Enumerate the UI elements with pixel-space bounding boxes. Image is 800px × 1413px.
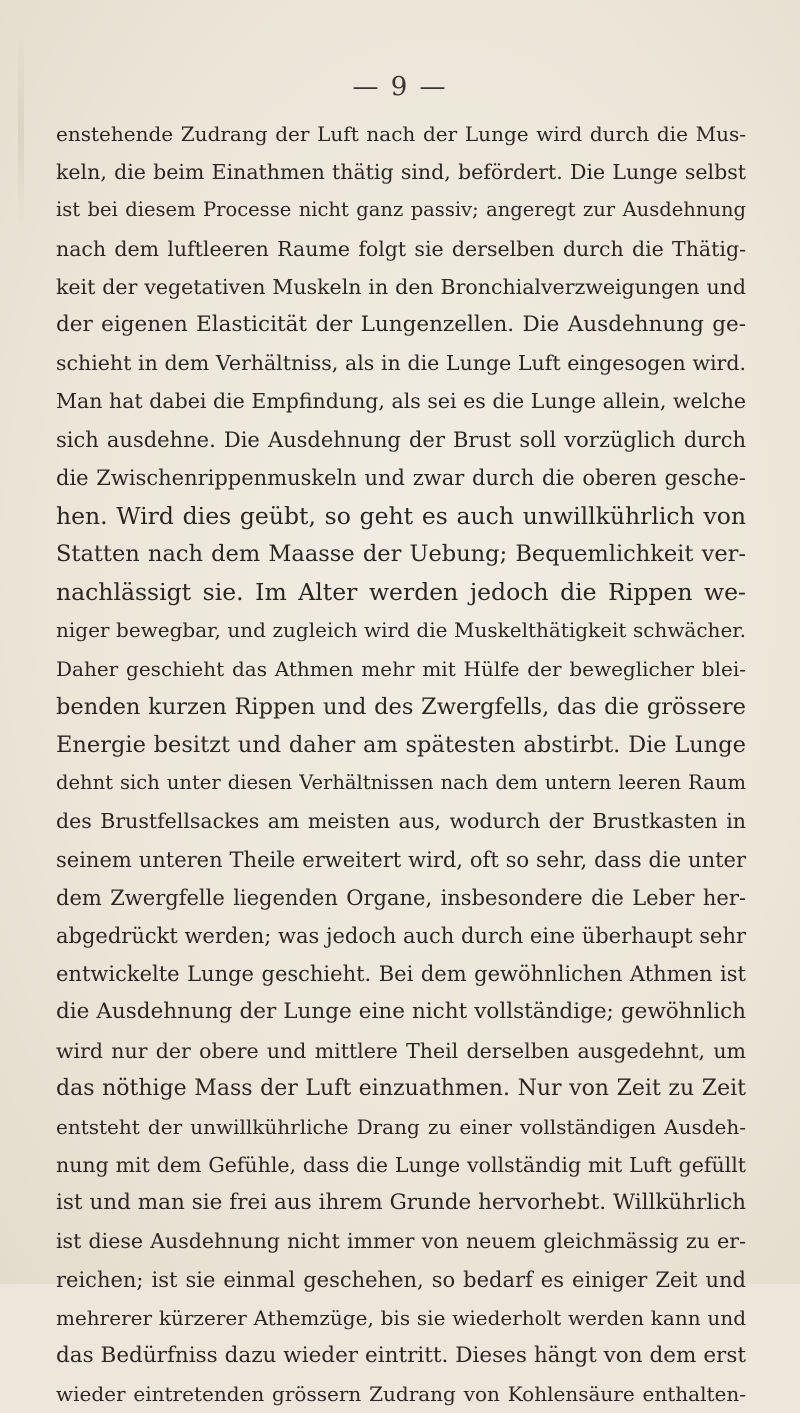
- text-line: Man hat dabei die Empfindung, als sei es die Lunge allein, welche: [56, 389, 746, 414]
- text-line: ist und man sie frei aus ihrem Grunde hervorhebt. Willkührlich: [56, 1190, 746, 1216]
- text-line: nung mit dem Gefühle, dass die Lunge vollständig mit Luft gefüllt: [56, 1153, 746, 1178]
- text-line: nach dem luftleeren Raume folgt sie derselben durch die Thätig-: [56, 236, 746, 261]
- text-line: wieder eintretenden grössern Zudrang von Kohlensäure enthalten-: [56, 1382, 746, 1407]
- body-text: [56, 115, 746, 1413]
- text-line: hen. Wird dies geübt, so geht es auch unwillkührlich von: [56, 501, 746, 530]
- text-line: mehrerer kürzerer Athemzüge, bis sie wiederholt werden kann und: [56, 1305, 746, 1330]
- text-line: wird nur der obere und mittlere Theil derselben ausgedehnt, um: [56, 1038, 746, 1063]
- text-line: die Ausdehnung der Lunge eine nicht vollständige; gewöhnlich: [56, 999, 746, 1025]
- text-line: das Bedürfniss dazu wieder eintritt. Dieses hängt von dem erst: [56, 1343, 746, 1368]
- text-line: Statten nach dem Maasse der Uebung; Bequemlichkeit ver-: [56, 541, 746, 568]
- text-line: ist diese Ausdehnung nicht immer von neuem gleichmässig zu er-: [56, 1229, 746, 1254]
- text-line: Energie besitzt und daher am spätesten abstirbt. Die Lunge: [56, 732, 746, 758]
- text-line: sich ausdehne. Die Ausdehnung der Brust soll vorzüglich durch: [56, 427, 746, 452]
- text-line: keln, die beim Einathmen thätig sind, befördert. Die Lunge selbst: [56, 160, 746, 185]
- text-line: der eigenen Elasticität der Lungenzellen. Die Ausdehnung ge-: [56, 311, 746, 337]
- text-line: Daher geschieht das Athmen mehr mit Hülfe der beweglicher blei-: [56, 656, 746, 681]
- text-line: abgedrückt werden; was jedoch auch durch eine überhaupt sehr: [56, 923, 747, 948]
- text-line: niger bewegbar, und zugleich wird die Muskelthätigkeit schwächer.: [56, 618, 746, 643]
- text-line: benden kurzen Rippen und des Zwergfells, das die grössere: [56, 693, 746, 720]
- text-line: schieht in dem Verhältniss, als in die Lunge Luft eingesogen wird.: [56, 351, 746, 376]
- text-line: des Brustfellsackes am meisten aus, wodurch der Brustkasten in: [56, 809, 746, 834]
- text-line: entsteht der unwillkührliche Drang zu einer vollständigen Ausdeh-: [56, 1114, 746, 1139]
- text-line: entwickelte Lunge geschieht. Bei dem gewöhnlichen Athmen ist: [56, 962, 746, 987]
- text-line: seinem unteren Theile erweitert wird, oft so sehr, dass die unter: [56, 847, 746, 872]
- text-line: enstehende Zudrang der Luft nach der Lunge wird durch die Mus-: [56, 122, 746, 146]
- text-line: keit der vegetativen Muskeln in den Bronchialverzweigungen und: [56, 274, 746, 299]
- text-line: dem Zwergfelle liegenden Organe, insbesondere die Leber her-: [56, 885, 746, 910]
- text-line: das nöthige Mass der Luft einzuathmen. Nur von Zeit zu Zeit: [56, 1075, 746, 1101]
- text-line: dehnt sich unter diesen Verhältnissen nach dem untern leeren Raum: [56, 771, 746, 795]
- text-line: ist bei diesem Processe nicht ganz passiv; angeregt zur Ausdehnung: [56, 198, 746, 222]
- text-line: die Zwischenrippenmuskeln und zwar durch die oberen gesche-: [56, 465, 746, 490]
- text-line: reichen; ist sie einmal geschehen, so bedarf es einiger Zeit und: [56, 1267, 746, 1292]
- text-line: nachlässigt sie. Im Alter werden jedoch die Rippen we-: [56, 578, 746, 607]
- page-number: — 9 —: [352, 72, 448, 102]
- page-edge-stain: [18, 30, 24, 230]
